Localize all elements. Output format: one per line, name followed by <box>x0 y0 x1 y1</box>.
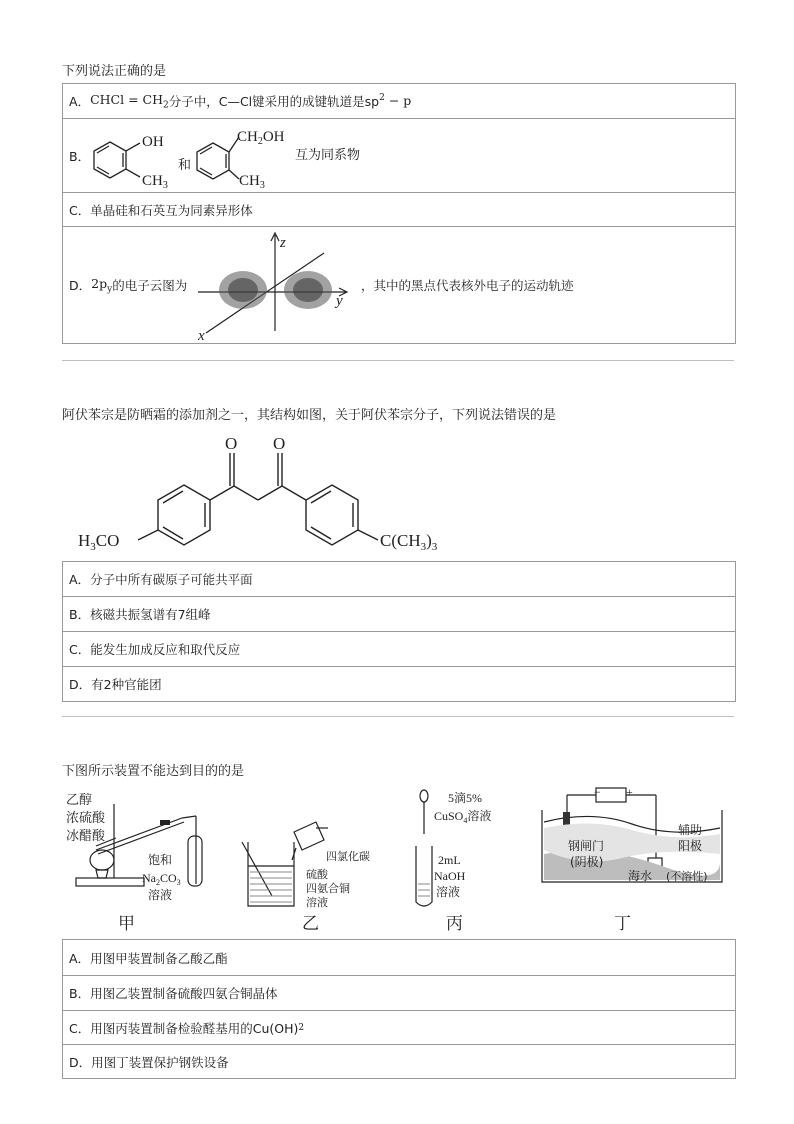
option-a-text: 分子中，C—Cl键采用的成键轨道是sp <box>168 94 380 109</box>
avobenzone-structure <box>72 428 492 558</box>
option-letter: D． <box>69 278 92 293</box>
svg-text:(阴极): (阴极) <box>570 855 604 869</box>
svg-text:钢闸门: 钢闸门 <box>568 839 605 853</box>
apparatus-yi <box>242 822 370 934</box>
svg-text:(不溶性): (不溶性) <box>666 870 708 883</box>
axis-z-label: z <box>280 235 286 251</box>
option-subscript: 2 <box>298 1022 305 1033</box>
ch3-label: $CH_3$ <box>142 173 168 191</box>
svg-text:阳极: 阳极 <box>678 839 703 853</box>
q2-option-b[interactable] <box>63 596 735 631</box>
label-ding: 丁 <box>614 914 631 934</box>
plus-sign: + <box>626 785 633 799</box>
apparatus-bing <box>416 790 491 934</box>
na2co3-label: $Na_2CO_3$ <box>142 871 181 887</box>
option-text: 能发生加成反应和取代反应 <box>90 642 241 657</box>
q3-stem: 下图所示装置不能达到目的的是 <box>62 764 245 779</box>
svg-text:NaOH: NaOH <box>434 869 466 883</box>
option-a-orbital: $^2$ − p <box>379 93 412 109</box>
option-letter: B． <box>69 607 91 622</box>
and-text: 和 <box>178 158 192 173</box>
option-text: 用图丁装置保护钢铁设备 <box>91 1054 229 1070</box>
q1-option-c[interactable] <box>63 192 735 226</box>
option-letter: B． <box>69 986 91 1001</box>
q3-option-d[interactable] <box>63 1044 735 1078</box>
label-bing: 丙 <box>446 914 463 934</box>
svg-text:硫酸: 硫酸 <box>306 868 328 881</box>
svg-text:冰醋酸: 冰醋酸 <box>66 829 106 844</box>
q1-options <box>62 83 736 344</box>
option-letter: C． <box>69 202 91 218</box>
option-text: 分子中所有碳原子可能共平面 <box>90 572 253 587</box>
option-letter: A． <box>69 950 91 966</box>
o-cresol-structure <box>94 142 140 178</box>
svg-text:浓硫酸: 浓硫酸 <box>66 811 106 826</box>
option-letter: A． <box>69 94 91 109</box>
svg-text:乙醇: 乙醇 <box>66 793 93 808</box>
q1-option-a[interactable] <box>63 84 735 118</box>
tert-butyl-label: $C(CH_3)_3$ <box>380 531 438 553</box>
q2-option-c[interactable] <box>63 631 735 666</box>
divider <box>62 360 734 361</box>
q2-option-a[interactable] <box>63 562 735 596</box>
svg-text:2mL: 2mL <box>438 853 461 867</box>
option-letter: C． <box>69 642 91 657</box>
q3-options <box>62 939 736 1079</box>
q3-option-a[interactable] <box>63 940 735 975</box>
oh-label: OH <box>142 134 164 150</box>
svg-text:辅助: 辅助 <box>678 823 703 837</box>
option-text: 用图乙装置制备硫酸四氨合铜晶体 <box>90 986 278 1001</box>
axis-y-label: y <box>336 293 343 309</box>
svg-text:溶液: 溶液 <box>148 888 173 902</box>
option-letter: C． <box>69 1020 91 1036</box>
label-jia: 甲 <box>118 914 135 934</box>
svg-text:海水: 海水 <box>628 869 653 883</box>
homolog-text: 互为同系物 <box>295 148 361 163</box>
q1-option-b[interactable] <box>63 118 735 192</box>
ch3-label-2: $CH_3$ <box>239 173 265 191</box>
option-d-tail: ，其中的黑点代表核外电子的运动轨迹 <box>361 278 574 293</box>
benzyl-alcohol-structure <box>197 137 239 179</box>
svg-text:饱和: 饱和 <box>148 853 173 867</box>
apparatus-ding <box>542 785 722 934</box>
q1-b-structures <box>63 119 623 191</box>
option-c-text: 单晶硅和石英互为同素异形体 <box>90 202 253 218</box>
svg-text:四氯化碳: 四氯化碳 <box>326 850 370 863</box>
option-text: 核磁共振氢谱有7组峰 <box>90 607 211 622</box>
option-text: 用图甲装置制备乙酸乙酯 <box>90 950 228 966</box>
q2-options <box>62 561 736 702</box>
ch2oh-label: $CH_2OH$ <box>237 129 285 147</box>
minus-sign: − <box>594 785 601 799</box>
q1-option-d[interactable] <box>63 226 735 343</box>
q2-option-d[interactable] <box>63 666 735 701</box>
apparatus-jia <box>66 792 202 934</box>
q3-option-b[interactable] <box>63 975 735 1010</box>
divider <box>62 716 734 717</box>
option-d-text: 的电子云图为 <box>112 278 188 293</box>
option-letter: D． <box>69 677 92 692</box>
option-letter: A． <box>69 572 91 587</box>
option-text: 有2种官能团 <box>91 677 162 692</box>
q2-stem: 阿伏苯宗是防晒霜的添加剂之一，其结构如图，关于阿伏苯宗分子，下列说法错误的是 <box>62 408 557 423</box>
q1-stem: 下列说法正确的是 <box>62 64 167 79</box>
q3-apparatus-figure <box>62 784 734 934</box>
p-orbital-diagram <box>196 227 356 342</box>
option-d-orbital: $2p_y$ <box>91 275 113 295</box>
option-letter: B． <box>69 148 91 164</box>
svg-text:溶液: 溶液 <box>306 896 328 909</box>
o-label-2: O <box>273 434 286 453</box>
svg-text:5滴5%: 5滴5% <box>448 791 482 805</box>
axis-x-label: x <box>198 328 205 342</box>
svg-text:溶液: 溶液 <box>436 885 461 899</box>
svg-text:四氨合铜: 四氨合铜 <box>306 882 350 895</box>
option-text: 用图丙装置制备检验醛基用的Cu(OH) <box>90 1020 299 1036</box>
methoxy-label: $H_3CO$ <box>78 531 120 553</box>
option-letter: D． <box>69 1054 92 1070</box>
cuso4-label: CuSO$_4$溶液 <box>434 809 492 825</box>
q3-option-c[interactable] <box>63 1010 735 1044</box>
o-label-1: O <box>225 434 238 453</box>
label-yi: 乙 <box>302 914 319 934</box>
option-a-formula: CHCl = $CH_2$ <box>90 91 169 111</box>
